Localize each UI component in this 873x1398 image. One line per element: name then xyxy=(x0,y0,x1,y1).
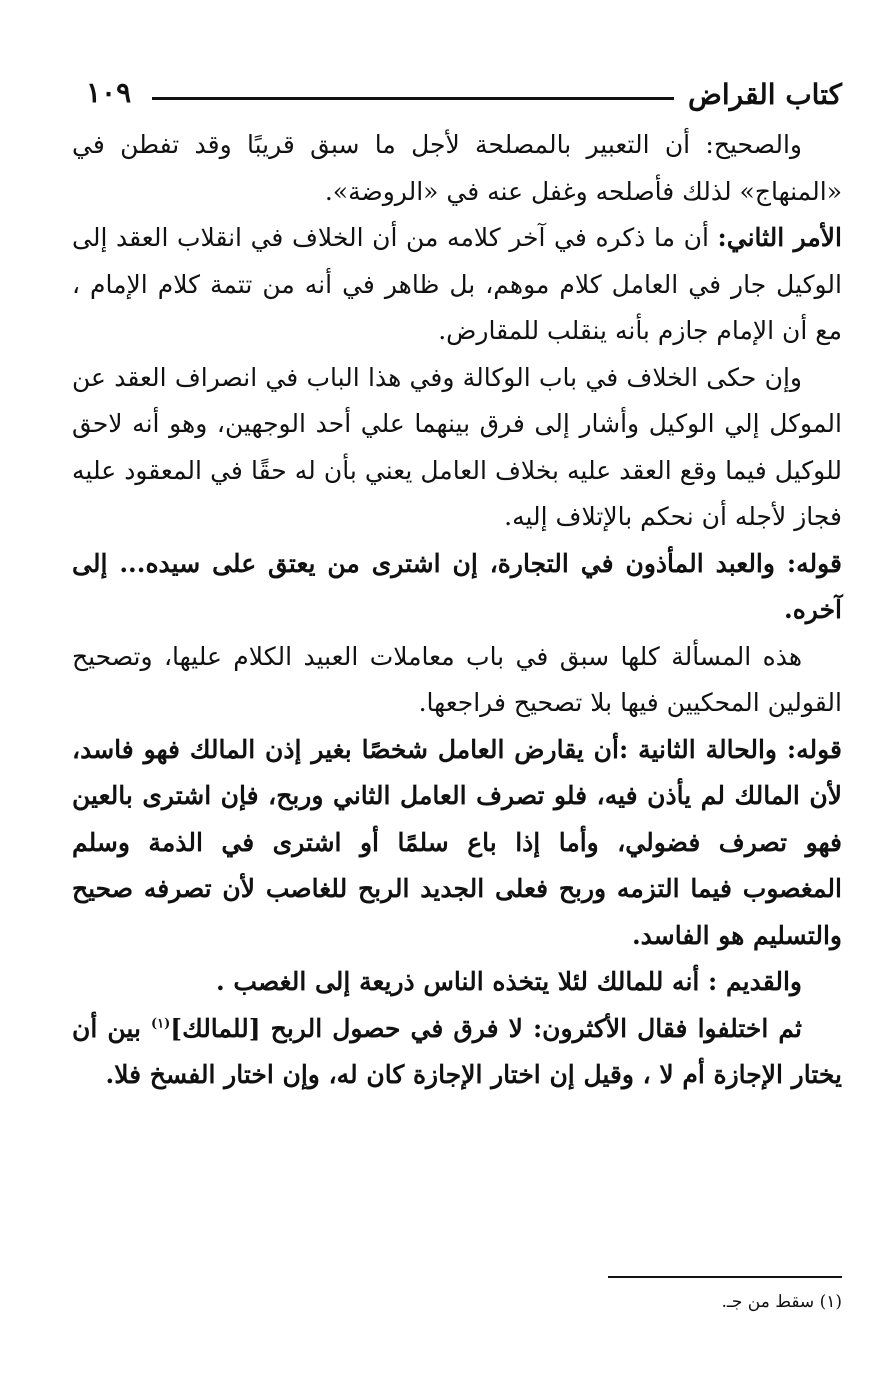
paragraph-1: والصحيح: أن التعبير بالمصلحة لأجل ما سبق قريبًا وقد تفطن في «المنهاج» لذلك فأصلحه وغفل عنه في «الروضة». xyxy=(72,130,842,206)
footnote: (١) سقط من جـ. xyxy=(721,1292,842,1312)
running-title: كتاب القراض xyxy=(688,78,842,111)
paragraph-6: قوله: والحالة الثانية :أن يقارض العامل شخصًا بغير إذن المالك فهو فاسد، لأن المالك لم يأذن فيه، فلو تصرف العامل الثاني وربح، فإن اشترى بالعين فهو تصرف فضولي، وأما إذا باع سلمًا أو اشترى في الذمة وسلم المغصوب فيما التزمه وربح فعلى الجديد الربح للغاصب لأن تصرفه صحيح والتسليم هو الفاسد. xyxy=(72,734,842,950)
paragraph-4: قوله: والعبد المأذون في التجارة، إن اشترى من يعتق على سيده... إلى آخره. xyxy=(72,548,842,624)
paragraph-8-after: بين أن يختار الإجازة أم لا ، وقيل إن اختار الإجازة كان له، وإن اختار الفسخ فلا. xyxy=(72,1013,842,1089)
paragraph-8-before: ثم اختلفوا فقال الأكثرون: لا فرق في حصول الربح [للمالك] xyxy=(170,1013,802,1043)
paragraph-7: والقديم : أنه للمالك لئلا يتخذه الناس ذريعة إلى الغصب . xyxy=(216,967,802,996)
footnote-marker: (١) xyxy=(151,1016,171,1032)
paragraph-2-lead: الأمر الثاني: xyxy=(717,223,842,252)
page-number: ١٠٩ xyxy=(86,76,132,109)
paragraph-3: وإن حكى الخلاف في باب الوكالة وفي هذا الباب في انصراف العقد عن الموكل إلي الوكيل وأشار إلى فرق بينهما علي أحد الوجهين، وهو أنه لاحق للوكيل فيما وقع العقد عليه بخلاف العامل يعني بأن له حقًا في المعقود عليه فجاز لأجله أن نحكم بالإتلاف إليه. xyxy=(72,362,842,531)
paragraph-2 xyxy=(72,215,842,355)
paragraph-2-text: أن ما ذكره في آخر كلامه من أن الخلاف في انقلاب العقد إلى الوكيل جار في العامل كلام موهم، بل ظاهر في أنه من تتمة كلام الإمام ، مع أن الإمام جازم بأنه ينقلب للمقارض. xyxy=(72,223,842,345)
footnote-rule xyxy=(608,1276,842,1278)
page-header xyxy=(72,72,842,122)
header-rule xyxy=(152,97,674,100)
document-page xyxy=(72,72,842,1372)
paragraph-8 xyxy=(72,1006,842,1099)
paragraph-5: هذه المسألة كلها سبق في باب معاملات العبيد الكلام عليها، وتصحيح القولين المحكيين فيها بلا تصحيح فراجعها. xyxy=(72,641,842,717)
body-text xyxy=(72,122,842,1099)
